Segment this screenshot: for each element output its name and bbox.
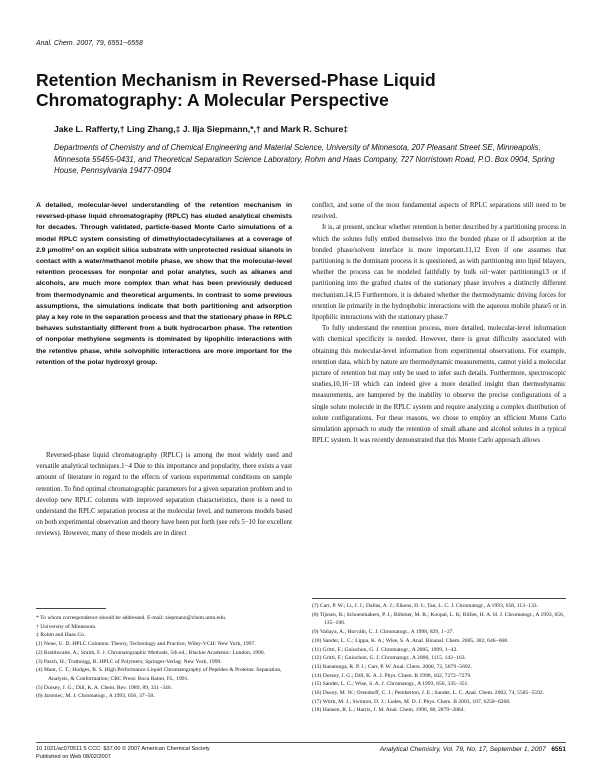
- reference: (6) Jaroniec, M. J. Chromatogr., A 1993, 656, 37−50.: [36, 693, 155, 700]
- citation-text: Analytical Chemistry, Vol. 79, No. 17, September 1, 2007: [379, 746, 546, 753]
- reference: (16) Ducey, M. W.; Orendorff, C. J.; Pemberton, J. E.; Sander, L. C. Anal. Chem. 2002, 74, 5585−5592.: [312, 690, 545, 697]
- page-number: 6551: [551, 746, 566, 753]
- footnote: * To whom correspondence should be addressed. E-mail: siepmann@chem.umn.edu.: [36, 615, 227, 621]
- affiliations: Departments of Chemistry and of Chemical Engineering and Material Science, University of Minnesota, 207 Pleasant Street SE, Minneapolis, Minnesota 55455-0431, and Theoretical Separation Science Laboratory, Rohm and Haas Company, 727 Norristown Road, P.O. Box 0904, Spring House, Pennsylvania 19477-0904: [54, 143, 555, 175]
- footer-left: [36, 746, 296, 761]
- reference: (7) Carr, P. W.; Li, J. J.; Dallas, A. J.; Eikens, D. I.; Tan, L. C. J. Chromatogr., A 1993, 656, 113−133.: [312, 603, 538, 609]
- reference: (17) Wirth, M. J.; Swinton, D. J.; Ludes, M. D. J. Phys. Chem. B 2003, 107, 6258−6268.: [312, 698, 511, 705]
- reference: (1) Neue, U. D. HPLC Columns: Theory, Technology and Practice; Wiley-VCH: New York, 1997.: [36, 641, 256, 648]
- left-footnotes: [36, 614, 292, 701]
- reference: (13) Ranatunga, R. P. J.; Carr, P. W. Anal. Chem. 2000, 72, 5679−5692.: [312, 663, 472, 670]
- footnote-divider: [36, 608, 106, 609]
- published-date: Published on Web 08/02/2007: [36, 753, 111, 760]
- right-footnotes: [312, 602, 566, 715]
- body-paragraph: conflict, and some of the most fundamental aspects of RPLC separations still need to be resolved.: [312, 202, 566, 221]
- reference: (15) Sander, L. C.; Wise, S. A. J. Chromatogr., A 1993, 656, 335−351.: [312, 681, 469, 688]
- reference: (10) Sander, L. C.; Lippa, K. A.; Wise, S. A. Anal. Bioanal. Chem. 2005, 382, 646−668.: [312, 637, 509, 644]
- reference: (8) Tijssen, R.; Schoenmakers, P. J.; Böhmer, M. R.; Koopal, L. K; Billiet, H. A. H. J. Chromatogr., A 1993, 656, 135−196.: [312, 611, 565, 627]
- body-right-column: [312, 200, 566, 446]
- reference: (5) Dorsey, J. G.; Dill, K. A. Chem. Rev. 1989, 89, 331−346.: [36, 684, 173, 691]
- journal-header: Anal. Chem. 2007, 79, 6551−6558: [36, 40, 143, 47]
- reference: (12) Gritti, F.; Guiochon, G. J. Chromatogr., A 2006, 1115, 142−163.: [312, 655, 466, 662]
- body-paragraph: It is, at present, unclear whether retention is better described by a partitioning process in which the solutes fully embed themselves into the bonded phase or if adsorption at the bonded phase/solvent interface is more important.11,12 Even if one assumes that partitioning is the dominant process it is questioned, as with partitioning into lipid bilayers, whether the process can be modeled faithfully by bulk oil−water partitioning13 or if partitioning into the grafted chains of the stationary phase involves a distinctly different mechanism.14,15 Furthermore, it is debated whether the thermodynamic driving forces for retention lie primarily in the hydrophobic interactions with the aqueous mobile phase5 or in lipophilic interactions with the stationary phase.7: [312, 224, 566, 322]
- doi-line: 10.1021/ac070511 5 CCC: $37.00 © 2007 American Chemical Society: [36, 746, 210, 752]
- intro-paragraph: Reversed-phase liquid chromatography (RPLC) is among the most widely used and versatile analytical techniques.1−4 Due to this importance and popularity, there exists a vast amount of literature in regard to the effects of various experimental conditions on sample retention. To find optimal chromatographic parameters for a given separation problem and to develop new RPLC columns with improved separation characteristics, there is a need to understand the RPLC separation process at the molecular level, and numerous models based on both experimental observation and theory have been put forth (see refs 5−10 for excellent reviews). However, many of these models are in direct: [36, 452, 292, 538]
- footnote: ‡ Rohm and Haas Co.: [36, 632, 86, 639]
- reference: (18) Hansen, R. L.; Harris, J. M. Anal. Chem. 1996, 68, 2879−2884.: [312, 707, 465, 714]
- reference: (9) Vailaya, A.; Horváth, C. J. Chromatogr., A 1998, 829, 1−27.: [312, 629, 454, 636]
- footnote: † University of Minnesota.: [36, 623, 97, 630]
- reference: (11) Gritti, F.; Guiochon, G. J. Chromatogr., A 2005, 1099, 1−42.: [312, 646, 458, 653]
- footer-citation: [380, 746, 566, 753]
- article-title: Retention Mechanism in Reversed-Phase Liquid Chromatography: A Molecular Perspective: [36, 70, 436, 110]
- reference: (14) Dorsey, J. G.; Dill, K. A. J. Phys. Chem. B 1998, 102, 7272−7279.: [312, 672, 472, 679]
- reference: (2) Braithwaite, A.; Smith, F. J. Chromatographic Methods, 5th ed.; Blackie Academic: London, 1996.: [36, 649, 266, 656]
- intro-section: [36, 450, 292, 540]
- reference: (4) Mant, C. T.; Hodges, R. S. High Performance Liquid Chromatography of Peptides & Proteins: Separation, Analysis, & Conformation; CRC Press: Boca Raton, FL, 1991.: [36, 667, 282, 682]
- references-divider: [312, 598, 566, 599]
- author-list: Jake L. Rafferty,† Ling Zhang,‡ J. Ilja Siepmann,*,† and Mark R. Schure‡: [54, 124, 349, 134]
- body-paragraph: To fully understand the retention process, more detailed, molecular-level information with chemical specificity is needed. However, there is great difficulty associated with obtaining this molecular-level information from experimental observations. For example, retention data, which by nature are thermodynamic measurements, cannot yield a molecular picture of retention but may only be used to infer such details. Furthermore, spectroscopic studies,10,16−18 which can indeed give a more detailed insight than thermodynamic measurements, are hampered by the inability to observe the precise configurations of a single solute molecule in the RPLC system and require analyzing a complex distribution of solute configurations. For these reasons, we chose to employ an efficient Monte Carlo simulation approach to study the retention of small alkane and alcohol solutes in a typical RPLC system. It was recently demonstrated that this Monte Carlo approach allows: [312, 325, 566, 445]
- reference: (3) Pasch, H.; Trathnigg, B. HPLC of Polymers; Springer-Verlag: New York, 1999.: [36, 658, 222, 665]
- abstract: A detailed, molecular-level understanding of the retention mechanism in reversed-phase liquid chromatography (RPLC) has eluded analytical chemists for decades. Through validated, particle-based Monte Carlo simulations of a model RPLC system consisting of dimethyloctadecylsilanes at a coverage of 2.9 μmol/m² on an explicit silica substrate with unprotected residual silanols in contact with a water/methanol mobile phase, we show that the molecular-level retention processes for nonpolar and polar analytes, such as alkanes and alcohols, are much more complex than what has been previously deduced from thermodynamic and theoretical arguments. In contrast to some previous assumptions, the simulations indicate that both partitioning and adsorption play a key role in the separation process and that the stationary phase in RPLC behaves substantially different from a bulk hydrocarbon phase. The retention of nonpolar methylene segments is dominated by lipophilic interactions with the retentive phase, while solvophilic interactions are more important for the retention of the polar hydroxyl group.: [36, 202, 292, 366]
- footer-divider: [36, 742, 566, 743]
